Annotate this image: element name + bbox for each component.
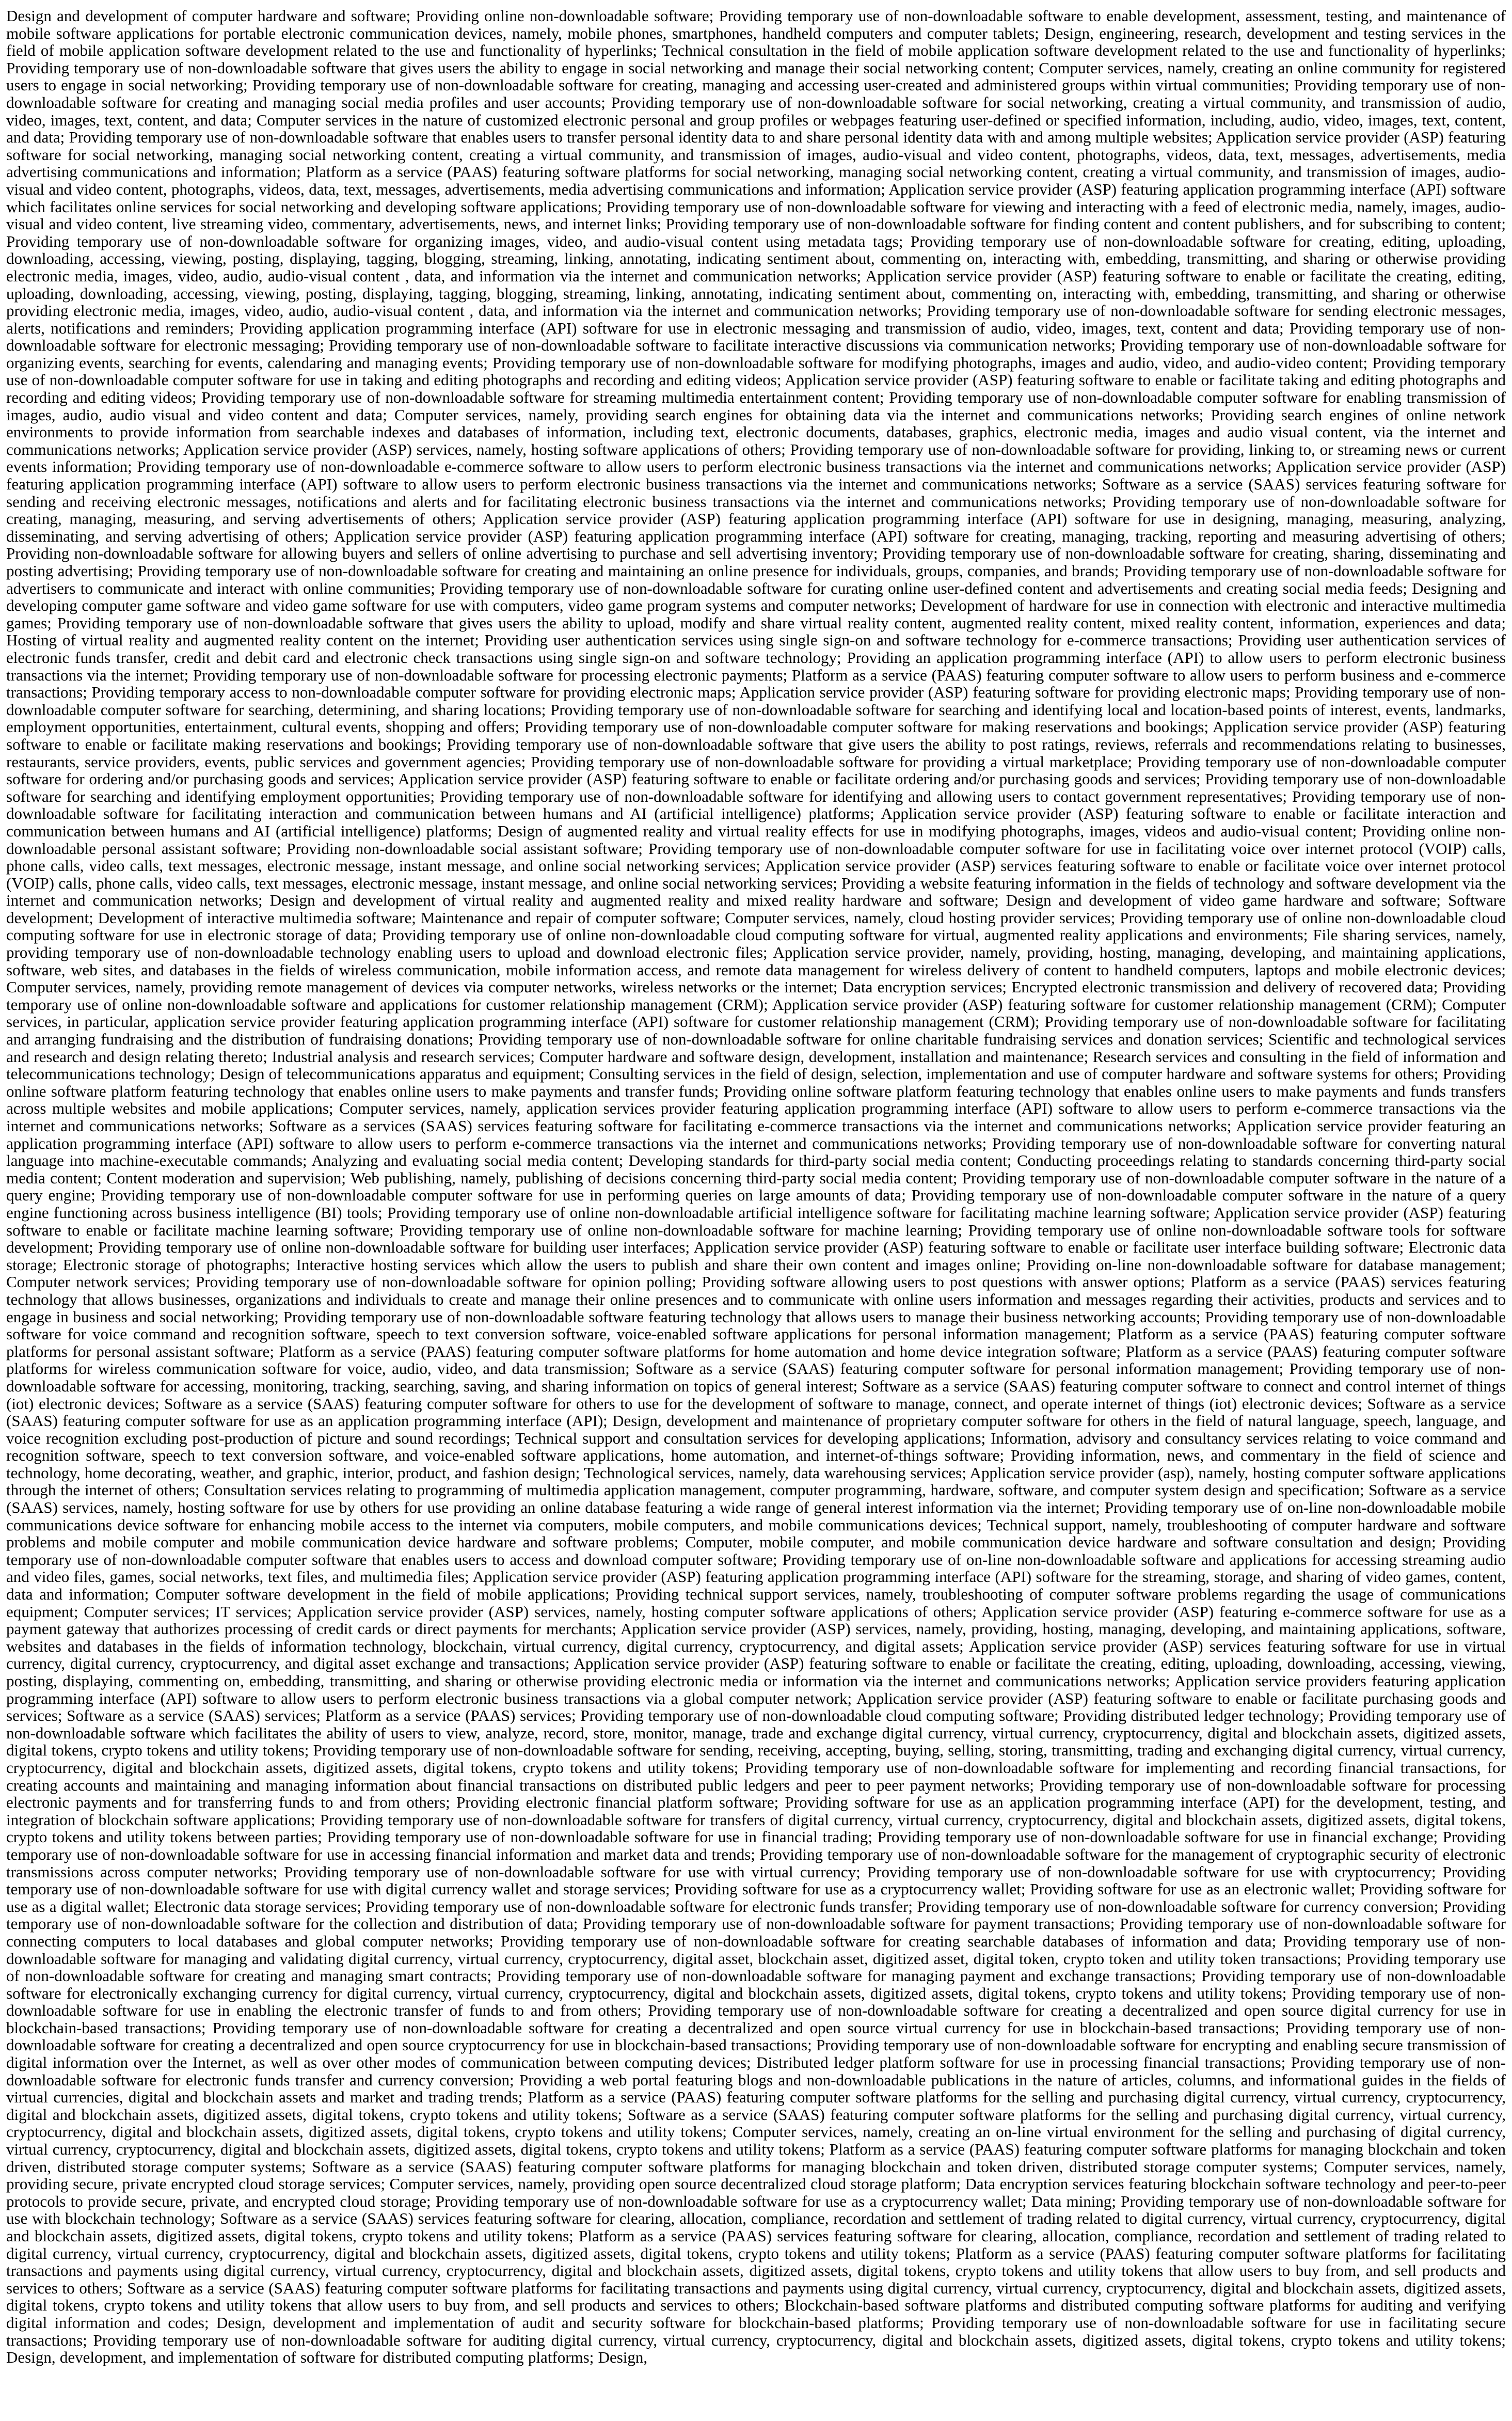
goods-and-services-description: Design and development of computer hardware and software; Providing online non-downloadable software; Providing temporary use of non-downloadable software to enable development, assessment, testing, and maintenance of mobile software applications for portable electronic communication devices, namely, mobile phones, smartphones, handheld computers and computer tablets; Design, engineering, research, development and testing services in the field of mobile application software development related to the use and functionality of hyperlinks; Technical consultation in the field of mobile application software development related to the use and functionality of hyperlinks; Providing temporary use of non-downloadable software that gives users the ability to engage in social networking and manage their social networking content; Computer services, namely, creating an online community for registered users to engage in social networking; Providing temporary use of non-downloadable software for creating, managing and accessing user-created and administered groups within virtual communities; Providing temporary use of non-downloadable software for creating and managing social media profiles and user accounts; Providing temporary use of non-downloadable software for social networking, creating a virtual community, and transmission of audio, video, images, text, content, and data; Computer services in the nature of customized electronic personal and group profiles or webpages featuring user-defined or specified information, including, audio, video, images, text, content, and data; Providing temporary use of non-downloadable software that enables users to transfer personal identity data to and share personal identity data with and among multiple websites; Application service provider (ASP) featuring software for social networking, managing social networking content, creating a virtual community, and transmission of images, audio-visual and video content, photographs, videos, data, text, messages, advertisements, media advertising communications and information; Platform as a service (PAAS) featuring software platforms for social networking, managing social networking content, creating a virtual community, and transmission of images, audio-visual and video content, photographs, videos, data, text, messages, advertisements, media advertising communications and information; Application service provider (ASP) featuring application programming interface (API) software which facilitates online services for social networking and developing software applications; Providing temporary use of non-downloadable software for viewing and interacting with a feed of electronic media, namely, images, audio-visual and video content, live streaming video, commentary, advertisements, news, and internet links; Providing temporary use of non-downloadable software for finding content and content publishers, and for subscribing to content; Providing temporary use of non-downloadable software for organizing images, video, and audio-visual content using metadata tags; Providing temporary use of non-downloadable software for creating, editing, uploading, downloading, accessing, viewing, posting, displaying, tagging, blogging, streaming, linking, annotating, indicating sentiment about, commenting on, interacting with, embedding, transmitting, and sharing or otherwise providing electronic media, images, video, audio, audio-visual content , data, and information via the internet and communication networks; Application service provider (ASP) featuring software to enable or facilitate the creating, editing, uploading, downloading, accessing, viewing, posting, displaying, tagging, blogging, streaming, linking, annotating, indicating sentiment about, commenting on, interacting with, embedding, transmitting, and sharing or otherwise providing electronic media, images, video, audio, audio-visual content , data, and information via the internet and communication networks; Providing temporary use of non-downloadable software for sending electronic messages, alerts, notifications and reminders; Providing application programming interface (API) software for use in electronic messaging and transmission of audio, video, images, text, content and data; Providing temporary use of non-downloadable software for electronic messaging; Providing temporary use of non-downloadable software to facilitate interactive discussions via communication networks; Providing temporary use of non-downloadable software for organizing events, searching for events, calendaring and managing events; Providing temporary use of non-downloadable software for modifying photographs, images and audio, video, and audio-video content; Providing temporary use of non-downloadable computer software for use in taking and editing photographs and recording and editing videos; Application service provider (ASP) featuring software to enable or facilitate taking and editing photographs and recording and editing videos; Providing temporary use of non-downloadable software for streaming multimedia entertainment content; Providing temporary use of non-downloadable computer software for enabling transmission of images, audio, audio visual and video content and data; Computer services, namely, providing search engines for obtaining data via the internet and communications networks; Providing search engines of online network environments to provide information from searchable indexes and databases of information, including text, electronic documents, databases, graphics, electronic media, images and audio visual content, via the internet and communications networks; Application service provider (ASP) services, namely, hosting software applications of others; Providing temporary use of non-downloadable software for providing, linking to, or streaming news or current events information; Providing temporary use of non-downloadable e-commerce software to allow users to perform electronic business transactions via the internet and communications networks; Application service provider (ASP) featuring application programming interface (API) software to allow users to perform electronic business transactions via the internet and communications networks; Software as a service (SAAS) services featuring software for sending and receiving electronic messages, notifications and alerts and for facilitating electronic business transactions via the internet and communications networks; Providing temporary use of non-downloadable software for creating, managing, measuring, and serving advertisements of others; Application service provider (ASP) featuring application programming interface (API) software for use in designing, managing, measuring, analyzing, disseminating, and serving advertising of others; Application service provider (ASP) featuring application programming interface (API) software for creating, managing, tracking, reporting and measuring advertising of others; Providing non-downloadable software for allowing buyers and sellers of online advertising to purchase and sell advertising inventory; Providing temporary use of non-downloadable software for creating, sharing, disseminating and posting advertising; Providing temporary use of non-downloadable software for creating and maintaining an online presence for individuals, groups, companies, and brands; Providing temporary use of non-downloadable software for advertisers to communicate and interact with online communities; Providing temporary use of non-downloadable software for curating online user-defined content and advertisements and creating social media feeds; Designing and developing computer game software and video game software for use with computers, video game program systems and computer networks; Development of hardware for use in connection with electronic and interactive multimedia games; Providing temporary use of non-downloadable software that gives users the ability to upload, modify and share virtual reality content, augmented reality content, mixed reality content, information, experiences and data; Hosting of virtual reality and augmented reality content on the internet; Providing user authentication services using single sign-on and software technology for e-commerce transactions; Providing user authentication services of electronic funds transfer, credit and debit card and electronic check transactions using single sign-on and software technology; Providing an application programming interface (API) to allow users to perform electronic business transactions via the internet; Providing temporary use of non-downloadable software for processing electronic payments; Platform as a service (PAAS) featuring computer software to allow users to perform business and e-commerce transactions; Providing temporary access to non-downloadable computer software for providing electronic maps; Application service provider (ASP) featuring software for providing electronic maps; Providing temporary use of non-downloadable computer software for searching, determining, and sharing locations; Providing temporary use of non-downloadable software for searching and identifying local and location-based points of interest, events, landmarks, employment opportunities, entertainment, cultural events, shopping and offers; Providing temporary use of non-downloadable computer software for making reservations and bookings; Application service provider (ASP) featuring software to enable or facilitate making reservations and bookings; Providing temporary use of non-downloadable software that give users the ability to post ratings, reviews, referrals and recommendations relating to businesses, restaurants, service providers, events, public services and government agencies; Providing temporary use of non-downloadable software for providing a virtual marketplace; Providing temporary use of non-downloadable computer software for ordering and/or purchasing goods and services; Application service provider (ASP) featuring software to enable or facilitate ordering and/or purchasing goods and services; Providing temporary use of non-downloadable software for searching and identifying employment opportunities; Providing temporary use of non-downloadable software for identifying and allowing users to contact government representatives; Providing temporary use of non-downloadable software for facilitating interaction and communication between humans and AI (artificial intelligence) platforms; Application service provider (ASP) featuring software to enable or facilitate interaction and communication between humans and AI (artificial intelligence) platforms; Design of augmented reality and virtual reality effects for use in modifying photographs, images, videos and audio-visual content; Providing online non-downloadable personal assistant software; Providing non-downloadable social assistant software; Providing temporary use of non-downloadable computer software for use in facilitating voice over internet protocol (VOIP) calls, phone calls, video calls, text messages, electronic message, instant message, and online social networking services; Application service provider (ASP) services featuring software to enable or facilitate voice over internet protocol (VOIP) calls, phone calls, video calls, text messages, electronic message, instant message, and online social networking services; Providing a website featuring information in the fields of technology and software development via the internet and communication networks; Design and development of virtual reality and augmented reality and mixed reality hardware and software; Design and development of video game hardware and software; Software development; Development of interactive multimedia software; Maintenance and repair of computer software; Computer services, namely, cloud hosting provider services; Providing temporary use of online non-downloadable cloud computing software for use in electronic storage of data; Providing temporary use of online non-downloadable cloud computing software for virtual, augmented reality applications and environments; File sharing services, namely, providing temporary use of non-downloadable technology enabling users to upload and download electronic files; Application service provider, namely, providing, hosting, managing, developing, and maintaining applications, software, web sites, and databases in the fields of wireless communication, mobile information access, and remote data management for wireless delivery of content to handheld computers, laptops and mobile electronic devices; Computer services, namely, providing remote management of devices via computer networks, wireless networks or the internet; Data encryption services; Encrypted electronic transmission and delivery of recovered data; Providing temporary use of online non-downloadable software and applications for customer relationship management (CRM); Application service provider (ASP) featuring software for customer relationship management (CRM); Computer services, in particular, application service provider featuring application programming interface (API) software for customer relationship management (CRM); Providing temporary use of non-downloadable software for facilitating and arranging fundraising and the distribution of fundraising donations; Providing temporary use of non-downloadable software for online charitable fundraising services and donation services; Scientific and technological services and research and design relating thereto; Industrial analysis and research services; Computer hardware and software design, development, installation and maintenance; Research services and consulting in the field of information and telecommunications technology; Design of telecommunications apparatus and equipment; Consulting services in the field of design, selection, implementation and use of computer hardware and software systems for others; Providing online software platform featuring technology that enables online users to make payments and transfer funds; Providing online software platform featuring technology that enables online users to make payments and funds transfers across multiple websites and mobile applications; Computer services, namely, application services provider featuring application programming interface (API) software to allow users to perform e-commerce transactions via the internet and communications networks; Software as a services (SAAS) services featuring software for facilitating e-commerce transactions via the internet and communications networks; Application service provider featuring an application programming interface (API) software to allow users to perform e-commerce transactions via the internet and communications networks; Providing temporary use of non-downloadable software for converting natural language into machine-executable commands; Analyzing and evaluating social media content; Developing standards for third-party social media content; Conducting proceedings relating to standards concerning third-party social media content; Content moderation and supervision; Web publishing, namely, publishing of decisions concerning third-party social media content; Providing temporary use of non-downloadable computer software in the nature of a query engine; Providing temporary use of non-downloadable computer software for use in performing queries on large amounts of data; Providing temporary use of non-downloadable computer software in the nature of a query engine functioning across business intelligence (BI) tools; Providing temporary use of online non-downloadable artificial intelligence software for facilitating machine learning software; Application service provider (ASP) featuring software to enable or facilitate machine learning software; Providing temporary use of online non-downloadable software for machine learning; Providing temporary use of online non-downloadable software tools for software development; Providing temporary use of online non-downloadable software for building user interfaces; Application service provider (ASP) featuring software to enable or facilitate user interface building software; Electronic data storage; Electronic storage of photographs; Interactive hosting services which allow the users to publish and share their own content and images online; Providing on-line non-downloadable software for database management; Computer network services; Providing temporary use of non-downloadable software for opinion polling; Providing software allowing users to post questions with answer options; Platform as a service (PAAS) services featuring technology that allows businesses, organizations and individuals to create and manage their online presences and to communicate with online users information and messages regarding their activities, products and services and to engage in business and social networking; Providing temporary use of non-downloadable software featuring technology that allows users to manage their business networking accounts; Providing temporary use of non-downloadable software for voice command and recognition software, speech to text conversion software, voice-enabled software applications for personal information management; Platform as a service (PAAS) featuring computer software platforms for personal assistant software; Platform as a service (PAAS) featuring computer software platforms for home automation and home device integration software; Platform as a service (PAAS) featuring computer software platforms for wireless communication software for voice, audio, video, and data transmission; Software as a service (SAAS) featuring computer software for personal information management; Providing temporary use of non-downloadable software for accessing, monitoring, tracking, searching, saving, and sharing information on topics of general interest; Software as a service (SAAS) featuring computer software to connect and control internet of things (iot) electronic devices; Software as a service (SAAS) featuring computer software for others to use for the development of software to manage, connect, and operate internet of things (iot) electronic devices; Software as a service (SAAS) featuring computer software for use as an application programming interface (API); Design, development and maintenance of proprietary computer software for others in the field of natural language, speech, language, and voice recognition excluding post-production of picture and sound recordings; Technical support and consultation services for developing applications; Information, advisory and consultancy services relating to voice command and recognition software, speech to text conversion software, and voice-enabled software applications, home automation, and internet-of-things software; Providing information, news, and commentary in the field of science and technology, home decorating, weather, and graphic, interior, product, and fashion design; Technological services, namely, data warehousing services; Application service provider (asp), namely, hosting computer software applications through the internet of others; Consultation services relating to programming of multimedia application management, computer programming, hardware, software, and computer system design and specification; Software as a service (SAAS) services, namely, hosting software for use by others for use providing an online database featuring a wide range of general interest information via the internet; Providing temporary use of on-line non-downloadable mobile communications device software for enhancing mobile access to the internet via computers, mobile computers, and mobile communications devices; Technical support, namely, troubleshooting of computer hardware and software problems and mobile computer and mobile communication device hardware and software problems; Computer, mobile computer, and mobile communication device hardware and software consultation and design; Providing temporary use of non-downloadable computer software that enables users to access and download computer software; Providing temporary use of on-line non-downloadable software and applications for accessing streaming audio and video files, games, social networks, text files, and multimedia files; Application service provider (ASP) featuring application programming interface (API) software for the streaming, storage, and sharing of video games, content, data and information; Computer software development in the field of mobile applications; Providing technical support services, namely, troubleshooting of computer software problems regarding the usage of communications equipment; Computer services; IT services; Application service provider (ASP) services, namely, hosting computer software applications of others; Application service provider (ASP) featuring e-commerce software for use as a payment gateway that authorizes processing of credit cards or direct payments for merchants; Application service provider (ASP) services, namely, providing, hosting, managing, developing, and maintaining applications, software, websites and databases in the fields of information technology, blockchain, virtual currency, digital currency, cryptocurrency, and digital assets; Application service provider (ASP) services featuring software for use in virtual currency, digital currency, cryptocurrency, and digital asset exchange and transactions; Application service provider (ASP) featuring software to enable or facilitate the creating, editing, uploading, downloading, accessing, viewing, posting, displaying, commenting on, embedding, transmitting, and sharing or otherwise providing electronic media or information via the internet and communications networks; Application service providers featuring application programming interface (API) software to allow users to perform electronic business transactions via a global computer network; Application service provider (ASP) featuring software to enable or facilitate purchasing goods and services; Software as a service (SAAS) services; Platform as a service (PAAS) services; Providing temporary use of non-downloadable cloud computing software; Providing distributed ledger technology; Providing temporary use of non-downloadable software which facilitates the ability of users to view, analyze, record, store, monitor, manage, trade and exchange digital currency, virtual currency, cryptocurrency, digital and blockchain assets, digitized assets, digital tokens, crypto tokens and utility tokens; Providing temporary use of non-downloadable software for sending, receiving, accepting, buying, selling, storing, transmitting, trading and exchanging digital currency, virtual currency, cryptocurrency, digital and blockchain assets, digitized assets, digital tokens, crypto tokens and utility tokens; Providing temporary use of non-downloadable software for implementing and recording financial transactions, for creating accounts and maintaining and managing information about financial transactions on distributed public ledgers and peer to peer payment networks; Providing temporary use of non-downloadable software for processing electronic payments and for transferring funds to and from others; Providing electronic financial platform software; Providing software for use as an application programming interface (API) for the development, testing, and integration of blockchain software applications; Providing temporary use of non-downloadable software for transfers of digital currency, virtual currency, cryptocurrency, digital and blockchain assets, digitized assets, digital tokens, crypto tokens and utility tokens between parties; Providing temporary use of non-downloadable software for use in financial trading; Providing temporary use of non-downloadable software for use in financial exchange; Providing temporary use of non-downloadable software for use in accessing financial information and market data and trends; Providing temporary use of non-downloadable software for the management of cryptographic security of electronic transmissions across computer networks; Providing temporary use of non-downloadable software for use with virtual currency; Providing temporary use of non-downloadable software for use with cryptocurrency; Providing temporary use of non-downloadable software for use with digital currency wallet and storage services; Providing software for use as a cryptocurrency wallet; Providing software for use as an electronic wallet; Providing software for use as a digital wallet; Electronic data storage services; Providing temporary use of non-downloadable software for electronic funds transfer; Providing temporary use of non-downloadable software for currency conversion; Providing temporary use of non-downloadable software for the collection and distribution of data; Providing temporary use of non-downloadable software for payment transactions; Providing temporary use of non-downloadable software for connecting computers to local databases and global computer networks; Providing temporary use of non-downloadable software for creating searchable databases of information and data; Providing temporary use of non-downloadable software for managing and validating digital currency, virtual currency, cryptocurrency, digital asset, blockchain asset, digitized asset, digital token, crypto token and utility token transactions; Providing temporary use of non-downloadable software for creating and managing smart contracts; Providing temporary use of non-downloadable software for managing payment and exchange transactions; Providing temporary use of non-downloadable software for electronically exchanging currency for digital currency, virtual currency, cryptocurrency, digital and blockchain assets, digitized assets, digital tokens, crypto tokens and utility tokens; Providing temporary use of non-downloadable software for use in enabling the electronic transfer of funds to and from others; Providing temporary use of non-downloadable software for creating a decentralized and open source digital currency for use in blockchain-based transactions; Providing temporary use of non-downloadable software for creating a decentralized and open source virtual currency for use in blockchain-based transactions; Providing temporary use of non-downloadable software for creating a decentralized and open source cryptocurrency for use in blockchain-based transactions; Providing temporary use of non-downloadable software for encrypting and enabling secure transmission of digital information over the Internet, as well as over other modes of communication between computing devices; Distributed ledger platform software for use in processing financial transactions; Providing temporary use of non-downloadable software for electronic funds transfer and currency conversion; Providing a web portal featuring blogs and non-downloadable publications in the nature of articles, columns, and informational guides in the fields of virtual currencies, digital and blockchain assets and market and trading trends; Platform as a service (PAAS) featuring computer software platforms for the selling and purchasing digital currency, virtual currency, cryptocurrency, digital and blockchain assets, digitized assets, digital tokens, crypto tokens and utility tokens; Software as a service (SAAS) featuring computer software platforms for the selling and purchasing digital currency, virtual currency, cryptocurrency, digital and blockchain assets, digitized assets, digital tokens, crypto tokens and utility tokens; Computer services, namely, creating an on-line virtual environment for the selling and purchasing of digital currency, virtual currency, cryptocurrency, digital and blockchain assets, digitized assets, digital tokens, crypto tokens and utility tokens; Platform as a service (PAAS) featuring computer software platforms for managing blockchain and token driven, distributed storage computer systems; Software as a service (SAAS) featuring computer software platforms for managing blockchain and token driven, distributed storage computer systems; Computer services, namely, providing secure, private encrypted cloud storage services; Computer services, namely, providing open source decentralized cloud storage platform; Data encryption services featuring blockchain software technology and peer-to-peer protocols to provide secure, private, and encrypted cloud storage; Providing temporary use of non-downloadable software for use as a cryptocurrency wallet; Data mining; Providing temporary use of non-downloadable software for use with blockchain technology; Software as a service (SAAS) services featuring software for clearing, allocation, compliance, recordation and settlement of trading related to digital currency, virtual currency, cryptocurrency, digital and blockchain assets, digitized assets, digital tokens, crypto tokens and utility tokens; Platform as a service (PAAS) services featuring software for clearing, allocation, compliance, recordation and settlement of trading related to digital currency, virtual currency, cryptocurrency, digital and blockchain assets, digitized assets, digital tokens, crypto tokens and utility tokens; Platform as a service (PAAS) featuring computer software platforms for facilitating transactions and payments using digital currency, virtual currency, cryptocurrency, digital and blockchain assets, digitized assets, digital tokens, crypto tokens and utility tokens that allow users to buy from, and sell products and services to others; Software as a service (SAAS) featuring computer software platforms for facilitating transactions and payments using digital currency, virtual currency, cryptocurrency, digital and blockchain assets, digitized assets, digital tokens, crypto tokens and utility tokens that allow users to buy from, and sell products and services to others; Blockchain-based software platforms and distributed computing software platforms for auditing and verifying digital information and codes; Design, development and implementation of audit and security software for blockchain-based platforms; Providing temporary use of non-downloadable software for use in facilitating secure transactions; Providing temporary use of non-downloadable software for auditing digital currency, virtual currency, cryptocurrency, digital and blockchain assets, digitized assets, digital tokens, crypto tokens and utility tokens; Design, development, and implementation of software for distributed computing platforms; Design, <box>6 7 1506 2367</box>
